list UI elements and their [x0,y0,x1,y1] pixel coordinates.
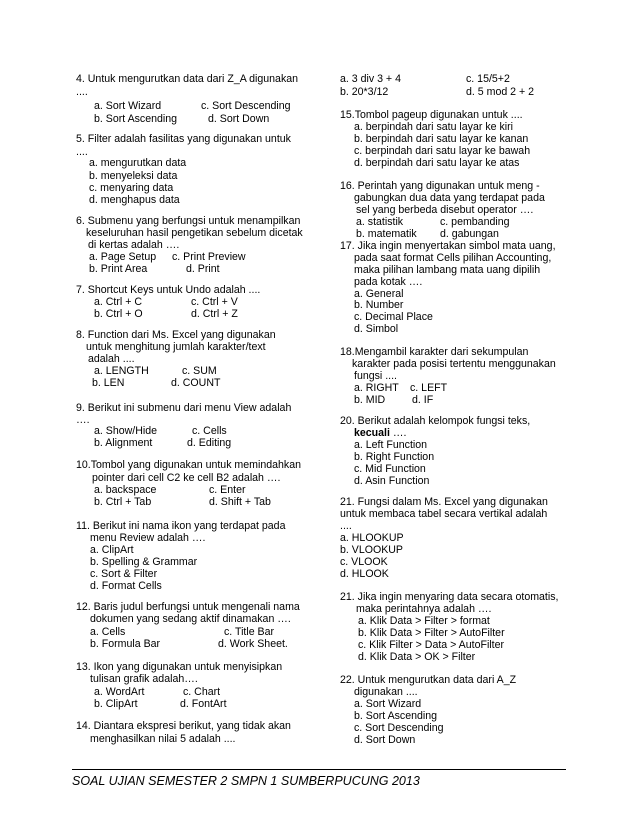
option: c. Mid Function [354,463,426,475]
option: b. menyeleksi data [89,170,178,182]
question-text: gabungkan dua data yang terdapat pada [354,192,545,204]
question-text: 10.Tombol yang digunakan untuk memindahkan [76,459,301,471]
option: a. Left Function [354,439,428,451]
option: c. Decimal Place [354,311,433,323]
option: a. berpindah dari satu layar ke kiri [354,121,513,133]
question-text: fungsi .... [354,370,397,382]
option: b. Sort Ascending [354,710,438,722]
option: a. backspace [94,484,157,496]
question-text: .... [76,146,88,158]
question-text: tulisan grafik adalah…. [90,673,198,685]
option: b. MID [354,394,386,406]
option: b. Print Area [89,263,148,275]
option: a. Cells [90,626,126,638]
question-text: 12. Baris judul berfungsi untuk mengenali nama [76,601,300,613]
question-text: 11. Berikut ini nama ikon yang terdapat pada [76,520,286,532]
option: c. Sort & Filter [90,568,158,580]
option: b. LEN [92,377,125,389]
option: c. Klik Filter > Data > AutoFilter [358,639,505,651]
option: d. Shift + Tab [209,496,271,508]
option: c. LEFT [410,382,448,394]
question-text: menghasilkan nilai 5 adalah .... [90,733,236,745]
question-text: .... [340,520,352,532]
option: a. Sort Wizard [354,698,422,710]
option: d. Work Sheet. [218,638,288,650]
option: c. Cells [192,425,227,437]
option: a. HLOOKUP [340,532,404,544]
option: b. Right Function [354,451,435,463]
question-text: 8. Function dari Ms. Excel yang digunakan [76,329,276,341]
option: c. Sort Descending [354,722,444,734]
question-text: 14. Diantara ekspresi berikut, yang tidak akan [76,720,291,732]
question-text: 9. Berikut ini submenu dari menu View adalah [76,402,292,414]
question-text: karakter pada posisi tertentu menggunakan [352,358,556,370]
question-text: 13. Ikon yang digunakan untuk menyisipkan [76,661,283,673]
option: d. Sort Down [354,734,416,746]
question-text: 22. Untuk mengurutkan data dari A_Z [340,674,517,686]
question-text: 4. Untuk mengurutkan data dari Z_A digunakan [76,73,299,85]
option: c. pembanding [440,216,510,228]
option: a. Page Setup [89,251,157,263]
option: a. Sort Wizard [94,100,162,112]
question-text: maka pilihan lambang mata uang dipilih [354,264,541,276]
question-text: untuk membaca tabel secara vertikal adalah [340,508,548,520]
emphasis-word: kecuali [354,427,390,439]
option: b. Ctrl + O [94,308,143,320]
question-text: .... [76,86,88,98]
option: a. Show/Hide [94,425,158,437]
option: b. Ctrl + Tab [94,496,152,508]
footer-rule [72,769,566,770]
question-text: digunakan .... [354,686,418,698]
option: c. 15/5+2 [466,73,510,85]
option: a. Klik Data > Filter > format [358,615,490,627]
question-text: 18.Mengambil karakter dari sekumpulan [340,346,529,358]
option: d. COUNT [171,377,221,389]
question-text: keseluruhan hasil pengetikan sebelum dicetak [86,227,303,239]
option: c. SUM [182,365,217,377]
option: a. RIGHT [354,382,399,394]
option: d. Klik Data > OK > Filter [358,651,476,663]
option: d. Ctrl + Z [191,308,238,320]
question-text: adalah .... [88,353,135,365]
question-text: 6. Submenu yang berfungsi untuk menampilkan [76,215,301,227]
option: a. 3 div 3 + 4 [340,73,401,85]
option: a. statistik [356,216,404,228]
option: c. berpindah dari satu layar ke bawah [354,145,531,157]
option: c. Print Preview [172,251,246,263]
question-text: pada kotak …. [354,276,423,288]
option: d. Format Cells [90,580,162,592]
option: b. matematik [356,228,417,240]
question-text: 20. Berikut adalah kelompok fungsi teks, [340,415,531,427]
option: d. HLOOK [340,568,389,580]
option: b. Klik Data > Filter > AutoFilter [358,627,505,639]
option: a. mengurutkan data [89,157,187,169]
option: d. Print [186,263,220,275]
question-text: sel yang berbeda disebut operator …. [356,204,534,216]
option: d. Simbol [354,323,399,335]
option: c. Sort Descending [201,100,291,112]
question-text [354,427,406,439]
question-text: dokumen yang sedang aktif dinamakan …. [90,613,291,625]
option: a. Ctrl + C [94,296,142,308]
question-text: pointer dari cell C2 ke cell B2 adalah …. [92,472,281,484]
question-text: pada saat format Cells pilihan Accounting, [354,252,552,264]
option: d. Sort Down [208,113,270,125]
option: d. 5 mod 2 + 2 [466,86,535,98]
question-text: 21. Jika ingin menyaring data secara otomatis, [340,591,559,603]
question-text: 17. Jika ingin menyertakan simbol mata uang, [340,240,556,252]
option: b. ClipArt [94,698,138,710]
option: b. Spelling & Grammar [90,556,198,568]
option: d. IF [412,394,434,406]
option: c. Title Bar [224,626,275,638]
option: d. Asin Function [354,475,430,487]
page-footer: SOAL UJIAN SEMESTER 2 SMPN 1 SUMBERPUCUNG 2013 [72,774,420,788]
option: c. Ctrl + V [191,296,238,308]
option: b. Sort Ascending [94,113,178,125]
option: a. WordArt [94,686,145,698]
question-text: di kertas adalah …. [88,239,180,251]
option: b. Alignment [94,437,153,449]
option: c. Enter [209,484,246,496]
question-text: menu Review adalah …. [90,532,206,544]
option: b. 20*3/12 [340,86,389,98]
option: a. ClipArt [90,544,134,556]
option: b. Number [354,299,404,311]
option: c. menyaring data [89,182,174,194]
option: d. Editing [187,437,232,449]
question-text: maka perintahnya adalah …. [356,603,492,615]
ellipsis: …. [392,427,407,439]
question-text: …. [76,414,90,426]
question-text: 7. Shortcut Keys untuk Undo adalah .... [76,284,261,296]
option: d. menghapus data [89,194,180,206]
option: d. gabungan [440,228,499,240]
option: b. VLOOKUP [340,544,403,556]
question-text: 21. Fungsi dalam Ms. Excel yang digunakan [340,496,548,508]
option: d. FontArt [180,698,227,710]
question-text: untuk menghitung jumlah karakter/text [86,341,266,353]
option: a. LENGTH [94,365,149,377]
question-text: 15.Tombol pageup digunakan untuk .... [340,109,523,121]
option: a. General [354,288,404,300]
option: d. berpindah dari satu layar ke atas [354,157,520,169]
option: b. Formula Bar [90,638,161,650]
question-text: 5. Filter adalah fasilitas yang digunakan untuk [76,133,291,145]
option: b. berpindah dari satu layar ke kanan [354,133,529,145]
option: c. Chart [183,686,221,698]
question-text: 16. Perintah yang digunakan untuk meng - [340,180,540,192]
option: c. VLOOK [340,556,388,568]
